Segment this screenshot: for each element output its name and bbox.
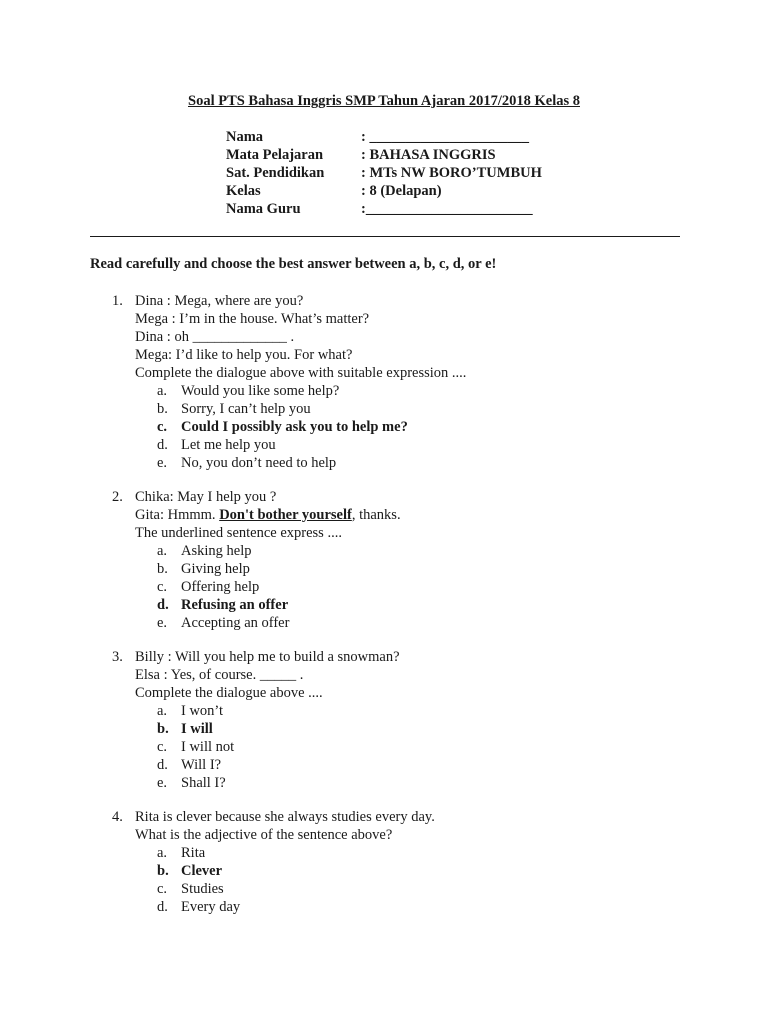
- teacher-name-field: :_______________________: [361, 201, 533, 217]
- option-letter: d.: [157, 899, 168, 915]
- option-letter: c.: [157, 419, 168, 435]
- line-suffix: , thanks.: [351, 507, 401, 523]
- answer-option: [135, 880, 768, 898]
- option-letter: b.: [157, 721, 169, 737]
- answer-option: [135, 898, 768, 916]
- option-text: I won’t: [181, 703, 224, 719]
- line-prefix: Gita: Hmmm.: [135, 507, 220, 523]
- question-2: [0, 488, 768, 632]
- option-text: Sorry, I can’t help you: [181, 401, 311, 417]
- option-text: Every day: [181, 899, 241, 915]
- info-value: : 8 (Delapan): [361, 183, 442, 199]
- answer-option: [135, 774, 768, 792]
- question-line: Mega: I’d like to help you. For what?: [135, 347, 353, 363]
- option-letter: a.: [157, 845, 168, 861]
- question-line: [135, 506, 768, 524]
- answer-option: [135, 382, 768, 400]
- info-label: Mata Pelajaran: [226, 147, 324, 163]
- option-text: Would you like some help?: [181, 383, 340, 399]
- option-letter: d.: [157, 437, 168, 453]
- option-letter: e.: [157, 775, 168, 791]
- option-text: Rita: [181, 845, 206, 861]
- option-letter: c.: [157, 881, 168, 897]
- question-3: [0, 648, 768, 792]
- question-prompt: Complete the dialogue above ....: [135, 685, 323, 701]
- question-list: [0, 292, 768, 932]
- underlined-sentence: Don't bother yourself: [219, 507, 352, 523]
- option-text: Shall I?: [181, 775, 226, 791]
- answer-option: [135, 542, 768, 560]
- question-line: Billy : Will you help me to build a snowman?: [135, 649, 400, 665]
- option-letter: b.: [157, 561, 168, 577]
- question-line: Chika: May I help you ?: [135, 489, 277, 505]
- info-label: Nama: [226, 129, 264, 145]
- answer-option: [135, 560, 768, 578]
- question-number: 2.: [112, 489, 123, 505]
- option-text: No, you don’t need to help: [181, 455, 337, 471]
- instruction-text: Read carefully and choose the best answer between a, b, c, d, or e!: [90, 256, 497, 272]
- answer-option: [135, 418, 768, 436]
- option-letter: a.: [157, 543, 168, 559]
- question-line: Mega : I’m in the house. What’s matter?: [135, 311, 370, 327]
- answer-option: [135, 720, 768, 738]
- answer-option: [135, 844, 768, 862]
- option-text: I will not: [181, 739, 235, 755]
- answer-option: [135, 596, 768, 614]
- info-label: Sat. Pendidikan: [226, 165, 325, 181]
- option-letter: c.: [157, 579, 168, 595]
- question-number: 1.: [112, 293, 123, 309]
- question-number: 3.: [112, 649, 123, 665]
- option-text: Giving help: [181, 561, 250, 577]
- question-line: Dina : oh _____________ .: [135, 329, 295, 345]
- option-letter: e.: [157, 455, 168, 471]
- answer-option: [135, 454, 768, 472]
- option-letter: d.: [157, 757, 168, 773]
- option-text: I will: [181, 721, 213, 737]
- info-label: Nama Guru: [226, 201, 301, 217]
- info-value: : BAHASA INGGRIS: [361, 147, 496, 163]
- question-number: 4.: [112, 809, 123, 825]
- option-text: Offering help: [181, 579, 260, 595]
- option-text: Let me help you: [181, 437, 276, 453]
- divider: [90, 236, 680, 237]
- option-letter: b.: [157, 863, 169, 879]
- question-prompt: What is the adjective of the sentence above?: [135, 827, 393, 843]
- question-prompt: Complete the dialogue above with suitable expression ....: [135, 365, 467, 381]
- question-prompt: The underlined sentence express ....: [135, 525, 342, 541]
- question-line: Rita is clever because she always studies every day.: [135, 809, 435, 825]
- info-label: Kelas: [226, 183, 261, 199]
- option-text: Accepting an offer: [181, 615, 290, 631]
- option-text: Studies: [181, 881, 224, 897]
- question-4: [0, 808, 768, 916]
- answer-option: [135, 614, 768, 632]
- option-letter: d.: [157, 597, 169, 613]
- option-text: Asking help: [181, 543, 252, 559]
- option-letter: b.: [157, 401, 168, 417]
- option-text: Refusing an offer: [181, 597, 289, 613]
- page-title: Soal PTS Bahasa Inggris SMP Tahun Ajaran 2017/2018 Kelas 8: [188, 93, 580, 109]
- answer-option: [135, 578, 768, 596]
- option-letter: c.: [157, 739, 168, 755]
- answer-option: [135, 862, 768, 880]
- answer-option: [135, 738, 768, 756]
- answer-option: [135, 436, 768, 454]
- question-1: [0, 292, 768, 472]
- name-field: : ______________________: [361, 129, 529, 145]
- option-letter: a.: [157, 383, 168, 399]
- option-text: Could I possibly ask you to help me?: [181, 419, 408, 435]
- answer-option: [135, 756, 768, 774]
- answer-option: [135, 702, 768, 720]
- question-line: Elsa : Yes, of course. _____ .: [135, 667, 304, 683]
- info-value: : MTs NW BORO’TUMBUH: [361, 165, 542, 181]
- option-text: Will I?: [181, 757, 222, 773]
- answer-option: [135, 400, 768, 418]
- option-letter: a.: [157, 703, 168, 719]
- option-text: Clever: [181, 863, 223, 879]
- question-line: Dina : Mega, where are you?: [135, 293, 304, 309]
- option-letter: e.: [157, 615, 168, 631]
